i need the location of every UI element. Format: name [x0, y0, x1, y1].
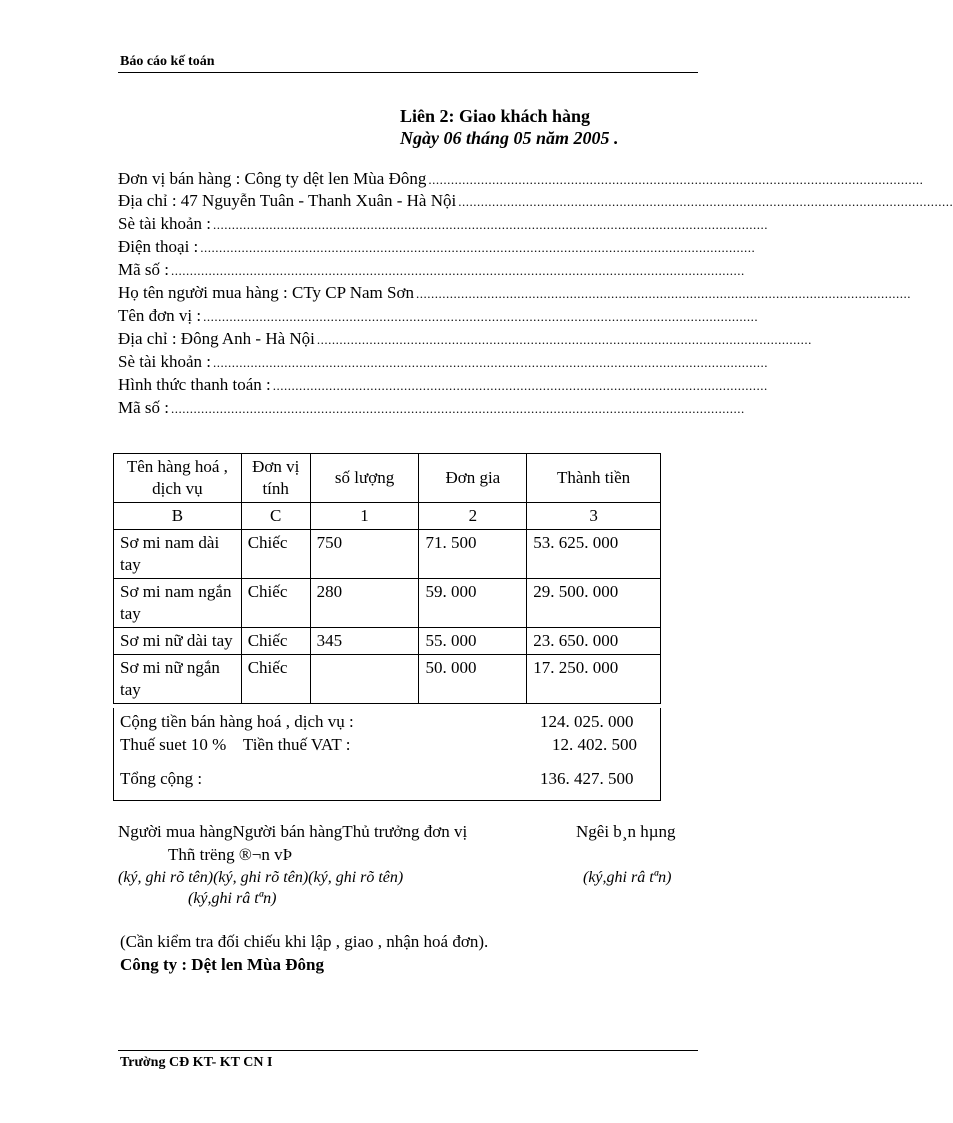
cell-name: Sơ mi nam ngắn tay: [114, 579, 242, 628]
field-label: Hình thức thanh toán :: [118, 375, 271, 394]
header-cell-name: Tên hàng hoá , dịch vụ: [114, 454, 242, 503]
signature-roles: Người mua hàngNgười bán hàngThủ trưởng đơn vị: [118, 822, 468, 841]
cell-name: Sơ mi nữ dài tay: [114, 628, 242, 655]
field-buyer-address: Địa chỉ : Đông Anh - Hà Nội ....................................................................................................................................: [118, 329, 812, 348]
cell-price: 50. 000: [419, 655, 527, 704]
cell-qty: 750: [310, 530, 419, 579]
field-label: Mã số :: [118, 260, 169, 279]
field-payment-method: Hình thức thanh toán : ....................................................................................................................................: [118, 375, 768, 394]
cell-price: 59. 000: [419, 579, 527, 628]
footnote: (Cần kiểm tra đối chiếu khi lập , giao , nhận hoá đơn).: [120, 932, 489, 951]
cell-unit: Chiếc: [241, 628, 310, 655]
index-cell: B: [114, 503, 242, 530]
field-label: Tên đơn vị :: [118, 306, 202, 325]
tax-label: Thuế suet 10 % Tiền thuế VAT :: [120, 735, 351, 754]
cell-total: 53. 625. 000: [527, 530, 661, 579]
field-phone: Điện thoại : ....................................................................................................................................................: [118, 237, 756, 256]
footer-rule: [118, 1050, 698, 1051]
field-label: Điện thoại :: [118, 237, 199, 256]
field-buyer-account: Sè tài khoản : ....................................................................................................................................................: [118, 352, 769, 371]
field-label: Đơn vị bán hàng : Công ty dệt len Mùa Đông: [118, 169, 427, 188]
page-footer: Trường CĐ KT- KT CN I: [120, 1055, 273, 1070]
cell-name: Sơ mi nữ ngắn tay: [114, 655, 242, 704]
cell-unit: Chiếc: [241, 530, 310, 579]
cell-total: 29. 500. 000: [527, 579, 661, 628]
signature-instruction-line4: (ký,ghi râ tªn): [188, 890, 277, 907]
cell-total: 23. 650. 000: [527, 628, 661, 655]
cell-qty: [310, 655, 419, 704]
total-value: 136. 427. 500: [540, 769, 634, 788]
field-label: Mã số :: [118, 398, 169, 417]
field-code-2: Mã số : .........................................................................................................................................................: [118, 398, 745, 417]
table-row: [114, 579, 661, 628]
index-cell: 1: [310, 503, 419, 530]
header-cell-qty: số lượng: [310, 454, 419, 503]
cell-name: Sơ mi nam dài tay: [114, 530, 242, 579]
invoice-date: Ngày 06 tháng 05 năm 2005 .: [400, 128, 619, 148]
field-code-1: Mã số : .........................................................................................................................................................: [118, 260, 745, 279]
field-seller-account: Sè tài khoản : ....................................................................................................................................................: [118, 214, 769, 233]
field-seller-address: Địa chỉ : 47 Nguyễn Tuân - Thanh Xuân - Hà Nội ....................................................................................................................................: [118, 191, 953, 210]
table-header-row: [114, 454, 661, 503]
header-cell-unit: Đơn vị tính: [241, 454, 310, 503]
field-label: Địa chỉ : 47 Nguyễn Tuân - Thanh Xuân - Hà Nội: [118, 191, 457, 210]
field-seller-unit: Đơn vị bán hàng : Công ty dệt len Mùa Đông ....................................................................................................................................: [118, 169, 924, 188]
field-label: Địa chỉ : Đông Anh - Hà Nội: [118, 329, 315, 348]
tax-value: 12. 402. 500: [552, 735, 637, 754]
header-rule: [118, 72, 698, 73]
cell-unit: Chiếc: [241, 579, 310, 628]
signature-instruction-right: (ký,ghi râ tªn): [583, 869, 672, 886]
table-index-row: [114, 503, 661, 530]
cell-total: 17. 250. 000: [527, 655, 661, 704]
cell-qty: 280: [310, 579, 419, 628]
signature-instructions: (ký, ghi rõ tên)(ký, ghi rõ tên)(ký, ghi rõ tên): [118, 869, 404, 886]
total-label: Tổng cộng :: [120, 769, 203, 788]
header-cell-total: Thành tiền: [527, 454, 661, 503]
cell-qty: 345: [310, 628, 419, 655]
company-name: Công ty : Dệt len Mùa Đông: [120, 955, 324, 974]
index-cell: 3: [527, 503, 661, 530]
signature-role-right: Ngêi b¸n hµng: [576, 822, 676, 841]
field-label: Sè tài khoản :: [118, 214, 212, 233]
table-row: [114, 530, 661, 579]
cell-price: 71. 500: [419, 530, 527, 579]
index-cell: 2: [419, 503, 527, 530]
field-label: Sè tài khoản :: [118, 352, 212, 371]
table-row: [114, 628, 661, 655]
field-buyer-unit: Tên đơn vị : ....................................................................................................................................................: [118, 306, 759, 325]
header-cell-price: Đơn gia: [419, 454, 527, 503]
copy-label: Liên 2: Giao khách hàng: [400, 106, 591, 126]
index-cell: C: [241, 503, 310, 530]
page-header: Báo cáo kế toán: [120, 54, 215, 69]
cell-price: 55. 000: [419, 628, 527, 655]
table-row: [114, 655, 661, 704]
subtotal-value: 124. 025. 000: [540, 712, 634, 731]
signature-role-line2: Thñ trëng ®¬n vÞ: [168, 845, 293, 864]
field-buyer-name: Họ tên người mua hàng : CTy CP Nam Sơn ....................................................................................................................................: [118, 283, 911, 302]
cell-unit: Chiếc: [241, 655, 310, 704]
subtotal-label: Cộng tiền bán hàng hoá , dịch vụ :: [120, 712, 354, 731]
field-label: Họ tên người mua hàng : CTy CP Nam Sơn: [118, 283, 414, 302]
invoice-table: [113, 453, 661, 704]
